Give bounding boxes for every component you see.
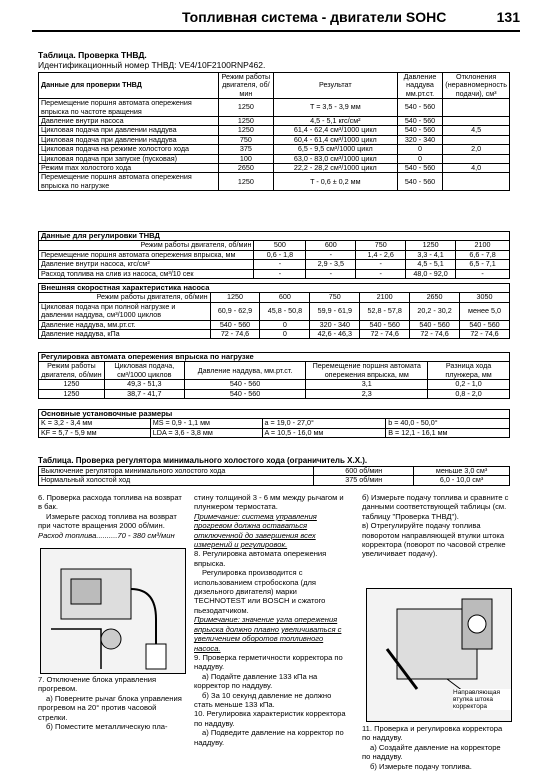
table-cell: 45,8 - 50,8 (260, 302, 310, 320)
table-cell: Выключение регулятора минимального холостого хода (39, 467, 314, 476)
table-cell: T - 0,6 ± 0,2 мм (273, 173, 397, 191)
table-cell: Нормальный холостой ход (39, 476, 314, 485)
table-cell: Разница хода плунжера, мм (428, 362, 510, 380)
table-cell: 2,3 (306, 389, 428, 398)
para: 8. Регулировка автомата опережения впрыска. (194, 549, 327, 568)
table-cell: 320 - 340 (310, 320, 360, 329)
table-cell: 0 (260, 330, 310, 339)
text-col1-bottom (38, 675, 184, 731)
table-row (39, 380, 510, 389)
table-cell: 750 (218, 135, 273, 144)
table-cell: 72 - 74,6 (410, 330, 460, 339)
section-dimensions: Основные установочные размеры (39, 410, 510, 419)
para: а) Подведите давление на корректор по наддуву. (194, 728, 344, 747)
table-row (39, 389, 510, 398)
table-row (39, 241, 510, 250)
table-cell: 3,1 (306, 380, 428, 389)
table-row (39, 419, 510, 428)
para: 9. Проверка герметичности корректора по наддуву. (194, 652, 343, 672)
table-cell: 0,2 - 1,0 (428, 380, 510, 389)
table-cell: 2650 (410, 293, 460, 302)
table-cell: меньше 3,0 см³ (414, 467, 510, 476)
idle-regulator-table (38, 466, 510, 486)
table-cell: 60,4 - 61,4 см³/1000 цикл (273, 135, 397, 144)
text-col1-top (38, 493, 184, 540)
para: Расход топлива..........70 - 380 см³/мин (38, 530, 175, 540)
table-cell: Цикловая подача, см³/1000 циклов (104, 362, 184, 380)
table-cell (443, 173, 510, 191)
dimensions-table (38, 409, 510, 438)
table-cell: b = 40,0 - 50,0° (386, 419, 510, 428)
table-cell: 1250 (39, 380, 105, 389)
table-cell: Перемещение поршня автомата опережения впрыска, мм (306, 362, 428, 380)
para: б) За 10 секунд давление не должно стать меньше 133 кПа. (194, 690, 332, 709)
table-cell: 0 (397, 145, 443, 154)
engine-illustration (41, 549, 185, 673)
table-cell: 1250 (218, 99, 273, 117)
table-cell: 0,6 - 1,8 (254, 250, 306, 259)
table-cell: 540 - 560 (397, 126, 443, 135)
table-cell: 600 об/мин (314, 467, 414, 476)
table-row (39, 173, 510, 191)
para: б) Измерьте подачу топлива. (370, 761, 472, 771)
table2-caption: Таблица. Проверка регулятора минимального холостого хода (ограничитель X.X.). (38, 456, 368, 465)
table-cell: 42,6 - 46,3 (310, 330, 360, 339)
table-cell: 0,8 - 2,0 (428, 389, 510, 398)
table-cell: Давление наддува, мм.рт.ст. (39, 320, 211, 329)
section-check: Данные для проверки ТНВД (39, 73, 219, 99)
table-cell: 750 (356, 241, 406, 250)
table-cell: 375 об/мин (314, 476, 414, 485)
table-cell: 6,5 - 7,1 (456, 260, 510, 269)
note: Примечание: значение угла опережения впрыска должно плавно увеличиваться с увеличением оборотов топливного насоса. (194, 615, 342, 653)
para: в) Отрегулируйте подачу топлива поворотом направляющей втулки штока корректора (поворот по часовой стрелке увеличивает подачу). (362, 521, 506, 559)
table-cell: 2100 (456, 241, 510, 250)
table-row (39, 302, 510, 320)
table-cell: - (254, 269, 306, 278)
table-cell: - (356, 269, 406, 278)
text-col2 (194, 493, 348, 747)
table-cell: 540 - 560 (184, 380, 306, 389)
table-cell (443, 99, 510, 117)
table-cell: 600 (306, 241, 356, 250)
section-external: Внешняя скоростная характеристика насоса (39, 284, 510, 293)
table-cell: - (306, 269, 356, 278)
table-cell: Расход топлива на слив из насоса, см³/10 сек (39, 269, 254, 278)
para: б) Поместите металлическую пла- (46, 722, 168, 732)
table-cell: A = 10,5 - 16,0 мм (262, 428, 386, 437)
table-cell: - (356, 260, 406, 269)
page-header (32, 8, 520, 32)
table-cell: 2,9 - 3,5 (306, 260, 356, 269)
corrector-figure (366, 588, 512, 722)
table-cell: 540 - 560 (460, 320, 510, 329)
table-cell: 72 - 74,6 (460, 330, 510, 339)
load-advance-table (38, 352, 510, 399)
table-cell: Цикловая подача при давлении наддува (39, 135, 219, 144)
table-cell: 72 - 74,6 (210, 330, 260, 339)
table-cell: 540 - 560 (410, 320, 460, 329)
table-cell: 375 (218, 145, 273, 154)
table-cell: Режим работы двигателя, об/мин (39, 241, 254, 250)
table-cell: 2650 (218, 164, 273, 173)
table-cell: Режим работы двигателя, об/мин (39, 293, 211, 302)
para: 7. Отключение блока управления прогревом. (38, 675, 157, 694)
para: 10. Регулировка характеристик корректора по наддуву. (194, 709, 346, 728)
para: б) Измерьте подачу топлива и сравните с данными соответствующей таблицы (см. таблицу "Проверка ТНВД"). (362, 493, 509, 521)
table-row (39, 330, 510, 339)
table-cell: - (306, 250, 356, 259)
table-cell: Цикловая подача при запуске (пусковая) (39, 154, 219, 163)
table-cell: 52,8 - 57,8 (360, 302, 410, 320)
table-cell: 3,3 - 4,1 (406, 250, 456, 259)
table-row (39, 260, 510, 269)
table-cell: KF = 5,7 - 5,9 мм (39, 428, 151, 437)
table-cell: K = 3,2 - 3,4 мм (39, 419, 151, 428)
pump-id: Идентификационный номер ТНВД: VE4/10F2100RNP462. (38, 60, 266, 70)
table-cell: 4,5 - 5,1 (406, 260, 456, 269)
table-cell: 320 - 340 (397, 135, 443, 144)
figure-label: Направляющая втулка штока корректора (453, 689, 511, 710)
table-cell: 1,4 - 2,6 (356, 250, 406, 259)
table-row (39, 428, 510, 437)
table-cell: - (456, 269, 510, 278)
table-cell: - (254, 260, 306, 269)
table-row (39, 145, 510, 154)
table-cell: Давление наддува, мм.рт.ст. (184, 362, 306, 380)
table-cell: 1250 (218, 117, 273, 126)
table-cell: 20,2 - 30,2 (410, 302, 460, 320)
table-cell: 540 - 560 (210, 320, 260, 329)
table-cell: 72 - 74,6 (360, 330, 410, 339)
adjust-table (38, 231, 510, 279)
table-row (39, 126, 510, 135)
table-cell: 540 - 560 (360, 320, 410, 329)
table-cell: B = 12,1 - 16,1 мм (386, 428, 510, 437)
para: а) Поверните рычаг блока управления прогревом на 20° против часовой стрелки. (38, 693, 182, 722)
section-adjust: Данные для регулировки ТНВД (39, 232, 510, 241)
table-cell: MS = 0,9 - 1,1 мм (150, 419, 262, 428)
table-cell: 4,5 - 5,1 кгс/см² (273, 117, 397, 126)
table-cell: 600 (260, 293, 310, 302)
para: Регулировка производится с использованием стробоскопа (для дизельного двигателя) марки TECHNOTEST или BOSCH и сжатого пьезодатчиком. (194, 568, 326, 615)
table-cell: Режим max холостого хода (39, 164, 219, 173)
table-cell: 59,9 - 61,9 (310, 302, 360, 320)
note: Примечание: система управления прогревом должна оставаться отключенной до завершения всех измерений и регулировок. (194, 511, 317, 550)
text-col3-top (362, 493, 510, 559)
table-cell: менее 5,0 (460, 302, 510, 320)
table-cell: 540 - 560 (184, 389, 306, 398)
page-number: 131 (496, 9, 520, 25)
head-pressure: Давление наддува мм.рт.ст. (397, 73, 443, 99)
para: а) Создайте давление на корректоре по наддуву. (362, 742, 501, 762)
head-mode: Режим работы двигателя, об/мин (218, 73, 273, 99)
table-cell: 2100 (360, 293, 410, 302)
section-load: Регулировка автомата опережения впрыска по нагрузке (39, 353, 510, 362)
table-cell: 540 - 560 (397, 173, 443, 191)
table-cell: 6,5 - 9,5 см³/1000 цикл (273, 145, 397, 154)
table-cell: 4,5 (443, 126, 510, 135)
table-cell: 540 - 560 (397, 164, 443, 173)
table-cell: 1250 (210, 293, 260, 302)
table-cell: 38,7 - 41,7 (104, 389, 184, 398)
table-cell: Перемещение поршня автомата опережения впрыска по частоте вращения (39, 99, 219, 117)
pump-check-table (38, 72, 510, 191)
table-cell: 63,0 - 83,0 см³/1000 цикл (273, 154, 397, 163)
table-row (39, 269, 510, 278)
table-cell: 2,0 (443, 145, 510, 154)
table-row (39, 99, 510, 117)
table-cell: T = 3,5 - 3,9 мм (273, 99, 397, 117)
para: 11. Проверка и регулировка корректора по наддуву. (362, 724, 503, 743)
table-row (39, 293, 510, 302)
table-cell: Давление внутри насоса (39, 117, 219, 126)
table-row (39, 476, 510, 485)
table-cell: 22,2 - 28,2 см³/1000 цикл (273, 164, 397, 173)
head-deviation: Отклонения (неравномерность подачи), см³ (443, 73, 510, 99)
table-cell: 4,0 (443, 164, 510, 173)
table-cell: LDA = 3,6 - 3,8 мм (150, 428, 262, 437)
table-cell: 6,6 - 7,8 (456, 250, 510, 259)
text-col3-bottom (362, 724, 510, 771)
para: стину толщиной 3 - 6 мм между рычагом и плунжером термостата. (194, 493, 344, 512)
table-cell: 1250 (218, 173, 273, 191)
table-cell: Режим работы двигателя, об/мин (39, 362, 105, 380)
table-cell: 540 - 560 (397, 117, 443, 126)
table-cell: 100 (218, 154, 273, 163)
table-cell: a = 19,0 - 27,0° (262, 419, 386, 428)
para: а) Подайте давление 133 кПа на корректор по наддуву. (194, 671, 318, 691)
table-cell: 49,3 - 51,3 (104, 380, 184, 389)
table-cell: 500 (254, 241, 306, 250)
para: 6. Проверка расхода топлива на возврат в бак. (38, 493, 182, 512)
table-cell: 48,0 - 92,0 (406, 269, 456, 278)
table-cell: 3050 (460, 293, 510, 302)
table-cell: 6,0 - 10,0 см³ (414, 476, 510, 485)
external-characteristic-table (38, 283, 510, 339)
table-cell: 750 (310, 293, 360, 302)
table-cell: 540 - 560 (397, 99, 443, 117)
table-cell: 0 (397, 154, 443, 163)
para: Измерьте расход топлива на возврат при частоте вращения 2000 об/мин. (38, 511, 177, 531)
table-cell: Давление внутри насоса, кгс/см² (39, 260, 254, 269)
table-cell: Перемещение поршня автомата опережения впрыска, мм (39, 250, 254, 259)
table-cell: Цикловая подача на режиме холостого хода (39, 145, 219, 154)
table-cell: Цикловая подача при давлении наддува (39, 126, 219, 135)
table-cell: 60,9 - 62,9 (210, 302, 260, 320)
head-result: Результат (273, 73, 397, 99)
fuel-return-figure (40, 548, 186, 674)
table-cell: 61,4 - 62,4 см³/1000 цикл (273, 126, 397, 135)
table-cell: Перемещение поршня автомата опережения впрыска по нагрузке (39, 173, 219, 191)
table-cell: 1250 (218, 126, 273, 135)
table-cell: Давление наддува, кПа (39, 330, 211, 339)
table-cell: 0 (260, 320, 310, 329)
table-row (39, 362, 510, 380)
table-cell: 1250 (39, 389, 105, 398)
table-cell: 1250 (406, 241, 456, 250)
table-cell: Цикловая подача при полной нагрузке и давлении наддува, см³/1000 циклов (39, 302, 211, 320)
table1-caption: Таблица. Проверка ТНВД. (38, 50, 147, 60)
page-title: Топливная система - двигатели SOHC (182, 9, 447, 25)
